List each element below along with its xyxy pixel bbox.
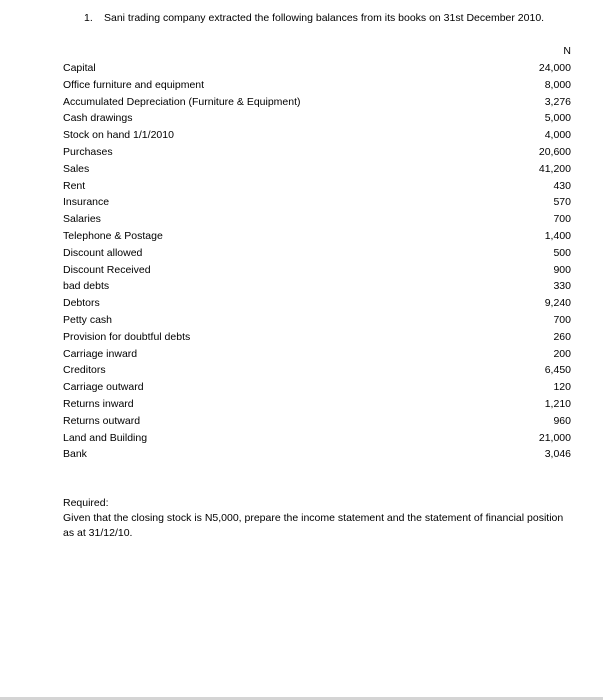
table-row xyxy=(63,262,571,279)
row-label: Stock on hand 1/1/2010 xyxy=(63,129,174,142)
table-row xyxy=(63,144,571,161)
row-label: Land and Building xyxy=(63,431,148,444)
required-heading: Required: xyxy=(63,497,109,509)
row-label: Carriage inward xyxy=(63,347,138,360)
balances-rows xyxy=(63,60,571,463)
table-row xyxy=(63,413,571,430)
row-label: Returns outward xyxy=(63,414,141,427)
row-amount: 200 xyxy=(553,347,571,360)
table-row xyxy=(63,396,571,413)
table-row xyxy=(63,94,571,111)
required-section xyxy=(63,496,573,541)
row-label: Petty cash xyxy=(63,313,113,326)
row-label: Insurance xyxy=(63,196,110,209)
table-row xyxy=(63,77,571,94)
required-text: Given that the closing stock is N5,000, prepare the income statement and the statement of financial position as at 31/12/10. xyxy=(63,512,564,539)
row-amount: 700 xyxy=(553,213,571,226)
row-amount: 5,000 xyxy=(544,112,571,125)
row-label: Bank xyxy=(63,448,87,461)
row-label: Carriage outward xyxy=(63,381,144,394)
row-amount: 6,450 xyxy=(544,364,571,377)
row-amount: 21,000 xyxy=(538,431,571,444)
table-row xyxy=(63,446,571,463)
balances-table xyxy=(63,42,571,463)
table-row xyxy=(63,362,571,379)
row-amount: 430 xyxy=(553,179,571,192)
row-label: Returns inward xyxy=(63,397,134,410)
row-amount: 41,200 xyxy=(538,162,571,175)
table-row xyxy=(63,245,571,262)
table-row xyxy=(63,161,571,178)
row-label: Creditors xyxy=(63,364,106,377)
row-label: Salaries xyxy=(63,213,101,226)
row-amount: 700 xyxy=(553,313,571,326)
row-label: Purchases xyxy=(63,145,113,158)
row-amount: 570 xyxy=(553,196,571,209)
row-label: Rent xyxy=(63,179,86,192)
question-text: Sani trading company extracted the following balances from its books on 31st December 2010. xyxy=(104,12,545,24)
row-amount: 9,240 xyxy=(544,297,571,310)
row-amount: 3,046 xyxy=(544,448,571,461)
row-amount: 330 xyxy=(553,280,571,293)
question xyxy=(84,11,564,26)
row-amount: 1,210 xyxy=(544,397,571,410)
row-amount: 3,276 xyxy=(544,95,571,108)
row-amount: 120 xyxy=(553,381,571,394)
table-row xyxy=(63,312,571,329)
row-amount: 1,400 xyxy=(544,229,571,242)
row-amount: 4,000 xyxy=(544,129,571,142)
table-row xyxy=(63,211,571,228)
row-amount: 500 xyxy=(553,246,571,259)
table-row xyxy=(63,346,571,363)
row-label: Office furniture and equipment xyxy=(63,78,205,91)
table-row xyxy=(63,329,571,346)
table-row xyxy=(63,228,571,245)
row-label: Provision for doubtful debts xyxy=(63,330,191,343)
row-amount: 960 xyxy=(553,414,571,427)
row-label: Sales xyxy=(63,162,90,175)
table-row xyxy=(63,430,571,447)
table-row xyxy=(63,379,571,396)
table-row xyxy=(63,178,571,195)
row-amount: 8,000 xyxy=(544,78,571,91)
row-amount: 260 xyxy=(553,330,571,343)
currency-header: N xyxy=(563,45,571,57)
row-amount: 24,000 xyxy=(538,62,571,74)
row-amount: 900 xyxy=(553,263,571,276)
row-label: bad debts xyxy=(63,280,110,293)
table-row xyxy=(63,278,571,295)
table-row xyxy=(63,194,571,211)
table-row xyxy=(63,60,571,77)
row-label: Discount Received xyxy=(63,263,151,276)
row-label: Debtors xyxy=(63,297,100,310)
table-row xyxy=(63,110,571,127)
row-label: Telephone & Postage xyxy=(63,229,163,242)
row-label: Capital xyxy=(63,62,96,74)
row-label: Discount allowed xyxy=(63,246,143,259)
row-label: Accumulated Depreciation (Furniture & Equipment) xyxy=(63,95,301,108)
row-label: Cash drawings xyxy=(63,112,133,125)
question-number: 1. xyxy=(84,12,93,24)
table-row xyxy=(63,295,571,312)
table-row xyxy=(63,127,571,144)
row-amount: 20,600 xyxy=(538,145,571,158)
